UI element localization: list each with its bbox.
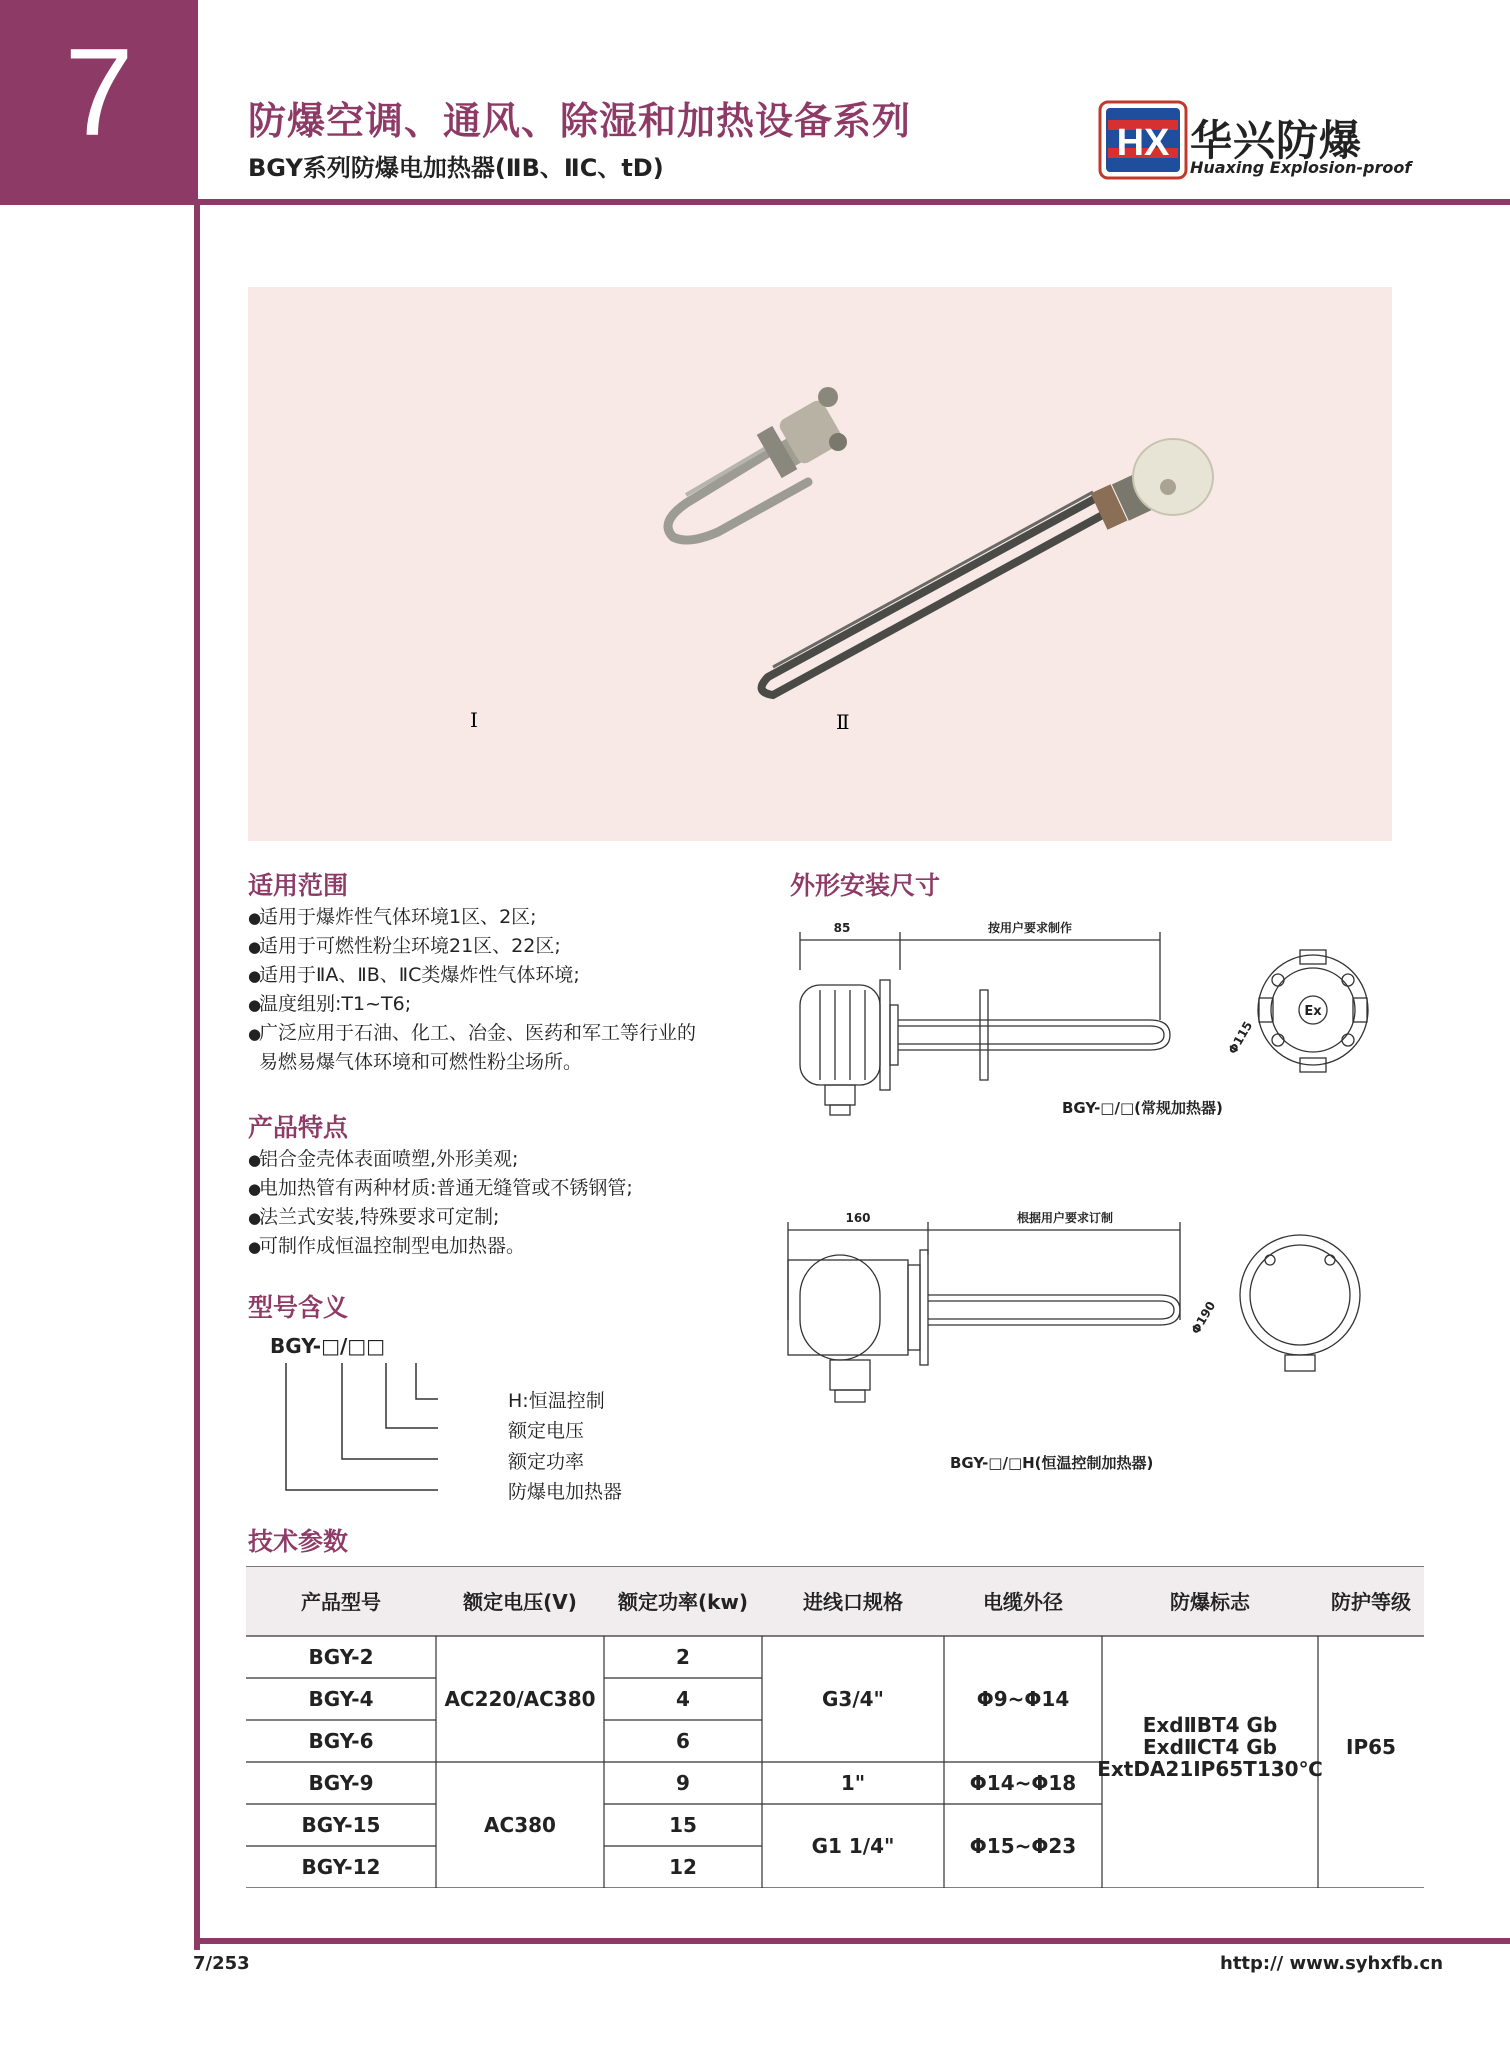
- svg-text:Ex: Ex: [1304, 1004, 1322, 1019]
- cell-model: BGY-12: [301, 1855, 381, 1879]
- svg-text:HX: HX: [1116, 122, 1170, 164]
- cell-model: BGY-4: [308, 1687, 374, 1711]
- cell-model: BGY-15: [301, 1813, 381, 1837]
- cell-model: BGY-2: [308, 1645, 374, 1669]
- product-photo: [248, 287, 1392, 841]
- spec-table: [246, 1566, 1424, 1888]
- dimensions-heading: 外形安装尺寸: [790, 871, 941, 900]
- list-item: ●广泛应用于石油、化工、冶金、医药和军工等行业的: [248, 1022, 697, 1044]
- cell-model: BGY-6: [308, 1729, 374, 1753]
- series-title: 防爆空调、通风、除湿和加热设备系列: [248, 99, 912, 143]
- features-list: [248, 1145, 768, 1261]
- chapter-number: 7: [64, 24, 134, 162]
- product-title: BGY系列防爆电加热器(ⅡB、ⅡC、tD): [248, 154, 664, 182]
- heater-1-image: [668, 387, 847, 540]
- list-item: ●温度组别:T1~T6;: [248, 993, 412, 1015]
- dim-phi-190: Φ190: [1188, 1298, 1219, 1337]
- dim-phi-115: Φ115: [1225, 1018, 1256, 1057]
- list-item: ●适用于ⅡA、ⅡB、ⅡC类爆炸性气体环境;: [248, 964, 580, 986]
- model-label-power: 额定功率: [508, 1451, 585, 1473]
- col-protection: 防护等级: [1331, 1590, 1411, 1614]
- list-item-continued: 易燃易爆气体环境和可燃性粉尘场所。: [259, 1051, 583, 1073]
- col-model: 产品型号: [301, 1590, 381, 1614]
- list-item: ●可制作成恒温控制型电加热器。: [248, 1235, 526, 1257]
- cell-power: 2: [676, 1645, 690, 1669]
- logo-text-cn: 华兴防爆: [1190, 116, 1363, 165]
- col-inlet: 进线口规格: [803, 1590, 903, 1614]
- cell-power: 12: [669, 1855, 697, 1879]
- heater-2-image: [762, 439, 1213, 695]
- cell-voltage: AC380: [484, 1813, 556, 1837]
- model-label-voltage: 额定电压: [508, 1420, 585, 1442]
- footer-rule: [194, 1938, 1510, 1944]
- table-header: [301, 1590, 1411, 1614]
- features-heading: 产品特点: [248, 1113, 349, 1142]
- photo-caption-1: Ⅰ: [470, 708, 478, 732]
- scope-heading: 适用范围: [248, 871, 349, 900]
- cell-ex-mark: ExtDA21IP65T130℃: [1097, 1757, 1323, 1781]
- drawing-thermostat-heater: [780, 1200, 1400, 1420]
- dim-user-length-2: 根据用户要求订制: [1016, 1211, 1114, 1225]
- col-cable: 电缆外径: [983, 1590, 1063, 1614]
- header-rule: [194, 199, 1510, 205]
- cell-power: 4: [676, 1687, 690, 1711]
- model-heading: 型号含义: [248, 1293, 349, 1322]
- cell-cable: Φ9~Φ14: [976, 1687, 1070, 1711]
- dim-160: 160: [845, 1211, 871, 1225]
- list-item: ●法兰式安装,特殊要求可定制;: [248, 1206, 500, 1228]
- side-rule: [194, 205, 200, 1950]
- col-power: 额定功率(kw): [617, 1590, 749, 1614]
- dim-85: 85: [833, 921, 851, 935]
- cell-power: 9: [676, 1771, 690, 1795]
- list-item: ●电加热管有两种材质:普通无缝管或不锈钢管;: [248, 1177, 633, 1199]
- list-item: ●铝合金壳体表面喷塑,外形美观;: [248, 1148, 519, 1170]
- cell-cable: Φ15~Φ23: [969, 1834, 1077, 1858]
- cell-power: 6: [676, 1729, 690, 1753]
- cell-inlet: G3/4": [822, 1687, 884, 1711]
- photo-caption-2: Ⅱ: [836, 710, 850, 734]
- specs-heading: 技术参数: [248, 1527, 349, 1556]
- cell-cable: Φ14~Φ18: [969, 1771, 1077, 1795]
- model-diagram-lines: [268, 1360, 438, 1500]
- col-voltage: 额定电压(V): [463, 1590, 577, 1614]
- cell-power: 15: [669, 1813, 697, 1837]
- cell-inlet: 1": [840, 1771, 866, 1795]
- list-item: ●适用于可燃性粉尘环境21区、22区;: [248, 935, 561, 957]
- list-item: ●适用于爆炸性气体环境1区、2区;: [248, 906, 537, 928]
- model-code: BGY-□/□□: [270, 1334, 386, 1358]
- model-label-heater: 防爆电加热器: [508, 1481, 623, 1503]
- dim-user-length: 按用户要求制作: [987, 921, 1073, 935]
- drawing-1-caption: BGY-□/□(常规加热器): [1062, 1099, 1223, 1117]
- page-number: 7/253: [193, 1953, 250, 1974]
- cell-ex-mark: ExdⅡBT4 Gb: [1142, 1713, 1278, 1737]
- company-logo-icon: [1098, 100, 1190, 182]
- model-label-h: H:恒温控制: [508, 1390, 605, 1412]
- heater-illustration: [248, 287, 1392, 841]
- cell-ex-mark: ExdⅡCT4 Gb: [1143, 1735, 1277, 1759]
- col-ex-mark: 防爆标志: [1170, 1590, 1250, 1614]
- cell-inlet: G1 1/4": [811, 1834, 895, 1858]
- cell-model: BGY-9: [308, 1771, 374, 1795]
- website-url[interactable]: http:// www.syhxfb.cn: [1220, 1953, 1444, 1974]
- logo-text-en: Huaxing Explosion-proof: [1190, 158, 1412, 177]
- cell-protection: IP65: [1346, 1735, 1396, 1759]
- scope-list: [248, 903, 768, 1076]
- drawing-2-caption: BGY-□/□H(恒温控制加热器): [950, 1454, 1154, 1472]
- cell-voltage: AC220/AC380: [444, 1687, 596, 1711]
